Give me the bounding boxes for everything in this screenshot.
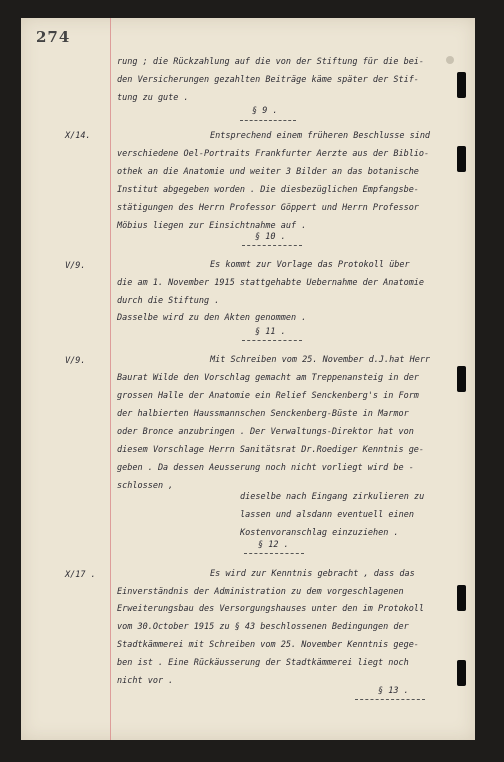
text-line: Mit Schreiben vom 25. November d.J.hat Herr — [210, 355, 431, 365]
text-line: Baurat Wilde den Vorschlag gemacht am Treppenansteig in der — [117, 373, 419, 383]
text-line: Erweiterungsbau des Versorgungshauses unter den im Protokoll — [117, 604, 425, 614]
text-line: die am 1. November 1915 stattgehabte Uebernahme der Anatomie — [117, 278, 425, 288]
text-line: dieselbe nach Eingang zirkulieren zu — [240, 492, 425, 502]
text-line: Entsprechend einem früheren Beschlusse sind — [210, 131, 431, 141]
text-line: Es kommt zur Vorlage das Protokoll über — [210, 260, 410, 270]
binder-tab — [457, 585, 466, 611]
text-line: rung ; die Rückzahlung auf die von der Stiftung für die bei- — [117, 57, 425, 67]
text-line: den Versicherungen gezahlten Beiträge käme später der Stif- — [117, 75, 419, 85]
text-line: Stadtkämmerei mit Schreiben vom 25. November Kenntnis gege- — [117, 640, 419, 650]
section-heading-13: § 13 . — [378, 686, 409, 696]
text-line: Es wird zur Kenntnis gebracht , dass das — [210, 569, 415, 579]
text-line: diesem Vorschlage Herrn Sanitätsrat Dr.Roediger Kenntnis ge- — [117, 445, 425, 455]
text-line: verschiedene Oel-Portraits Frankfurter Aerzte aus der Biblio- — [117, 149, 430, 159]
text-line: grossen Halle der Anatomie ein Relief Senckenberg's in Form — [117, 391, 419, 401]
section-heading-11: § 11 . — [255, 327, 286, 337]
text-line: Einverständnis der Administration zu dem vorgeschlagenen — [117, 587, 404, 597]
binder-tab — [457, 72, 466, 98]
section-heading-10: § 10 . — [255, 232, 286, 242]
text-line: stätigungen des Herrn Professor Göppert und Herrn Professor — [117, 203, 419, 213]
text-line: lassen und alsdann eventuell einen — [240, 510, 414, 520]
binder-tab — [457, 146, 466, 172]
text-line: Institut abgegeben worden . Die diesbezüglichen Empfangsbe- — [117, 185, 419, 195]
binder-tab — [457, 660, 466, 686]
text-line: othek an die Anatomie und weiter 3 Bilder an das botanische — [117, 167, 419, 177]
text-line: ben ist . Eine Rückäusserung der Stadtkämmerei liegt noch — [117, 658, 409, 668]
text-line: durch die Stiftung . — [117, 296, 220, 306]
binding-hole — [446, 56, 454, 64]
text-line: Kostenvoranschlag einzuziehen . — [240, 528, 399, 538]
text-line: tung zu gute . — [117, 93, 189, 103]
section-underline — [244, 553, 304, 554]
text-line: der halbierten Haussmannschen Senckenberg-Büste in Marmor — [117, 409, 409, 419]
section-heading-12: § 12 . — [258, 540, 289, 550]
text-line: Möbius liegen zur Einsichtnahme auf . — [117, 221, 307, 231]
section-underline — [355, 699, 425, 700]
text-line: oder Bronce anzubringen . Der Verwaltungs-Direktor hat von — [117, 427, 414, 437]
section-underline — [242, 245, 302, 246]
section-heading-9: § 9 . — [252, 106, 278, 116]
margin-rule — [110, 18, 111, 740]
page-number: 274 — [36, 28, 71, 46]
text-line: Dasselbe wird zu den Akten genommen . — [117, 313, 307, 323]
margin-note-4: X/17 . — [65, 570, 96, 580]
text-line: geben . Da dessen Aeusserung noch nicht vorliegt wird be - — [117, 463, 414, 473]
margin-note-3: V/9. — [65, 356, 86, 366]
text-line: schlossen , — [117, 481, 174, 491]
text-line: nicht vor . — [117, 676, 174, 686]
margin-note-1: X/14. — [65, 131, 91, 141]
section-underline — [242, 340, 302, 341]
margin-note-2: V/9. — [65, 261, 86, 271]
text-line: vom 30.October 1915 zu § 43 beschlossenen Bedingungen der — [117, 622, 409, 632]
section-underline — [240, 120, 296, 121]
binder-tab — [457, 366, 466, 392]
